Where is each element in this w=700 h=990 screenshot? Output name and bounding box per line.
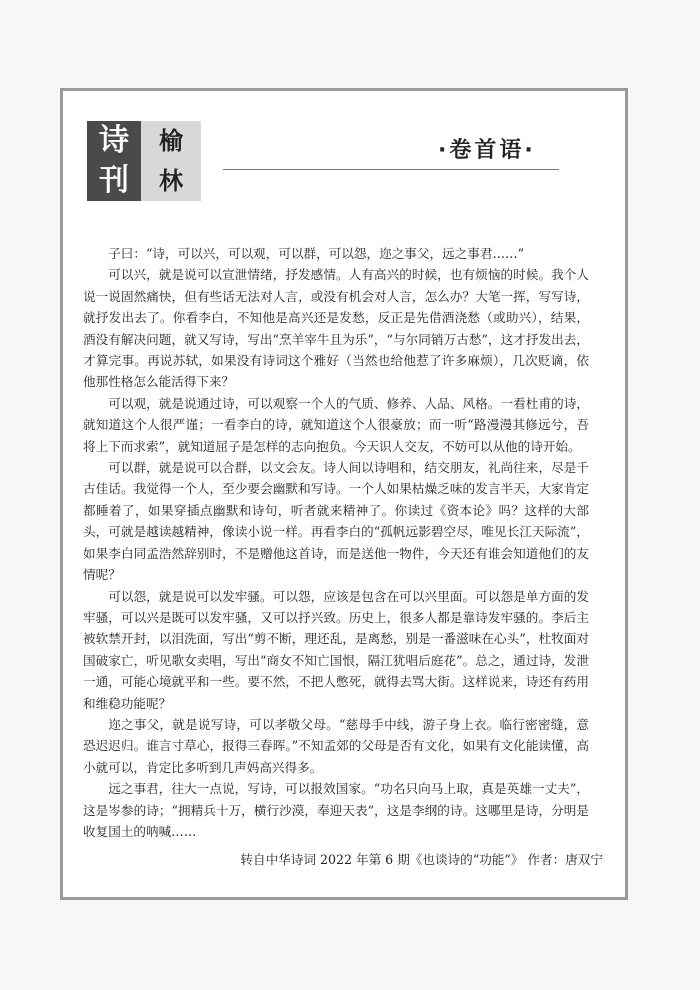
journal-logo-light (141, 121, 201, 201)
page-frame (60, 88, 628, 900)
logo-char-kan: 刊 (99, 163, 129, 198)
paragraph-qun: 可以群，就是说可以合群，以文会友。诗人间以诗唱和，结交朋友，礼尚往来，尽是千古佳话。我觉得一个人，至少要会幽默和写诗。一个人如果枯燥乏味的发言半天，大家肯定都睡着了，如果穿插点幽默和诗句，听者就来精神了。你读过《资本论》吗？这样的大部头，可就是越读越精神，像读小说一样。再看李白的“孤帆远影碧空尽，唯见长江天际流”，如果李白同孟浩然辞别时，不是赠他这首诗，而是送他一物件，今天还有谁会知道他们的友情呢？ (83, 460, 589, 583)
paragraph-guan: 可以观，就是说通过诗，可以观察一个人的气质、修养、人品、风格。一看杜甫的诗，就知道这个人很严谨；一看李白的诗，就知道这个人很豪放；而一听“路漫漫其修远兮，吾将上下而求索”，就知道屈子是怎样的志向抱负。今天识人交友，不妨可以从他的诗开始。 (83, 395, 589, 454)
paragraph-xing: 可以兴，就是说可以宣泄情绪，抒发感情。人有高兴的时候，也有烦恼的时候。我个人说一说固然痛快，但有些话无法对人言，或没有机会对人言，怎么办？大笔一挥，写写诗，就抒发出去了。你看李白，不知他是高兴还是发愁，反正是先借酒浇愁（或助兴），结果，酒没有解决问题，就又写诗，写出“烹羊宰牛且为乐”，“与尔同销万古愁”，这才抒发出去，才算完事。再说苏轼，如果没有诗词这个雅好（当然也给他惹了许多麻烦），几次贬谪，依他那性格怎么能活得下来？ (83, 267, 589, 390)
paragraph-yuan: 可以怨，就是说可以发牢骚。可以怨，应该是包含在可以兴里面。可以怨是单方面的发牢骚，可以兴是既可以发牢骚，又可以抒兴致。历史上，很多人都是靠诗发牢骚的。李后主被软禁开封，以泪洗面，写出“剪不断，理还乱，是离愁，别是一番滋味在心头”，杜牧面对国破家亡，听见歌女卖唱，写出“商女不知亡国恨，隔江犹唱后庭花”。总之，通过诗，发泄一通，可能心境就平和一些。要不然，不把人憋死，就得去骂大街。这样说来，诗还有药用和维稳功能呢？ (83, 588, 589, 711)
paragraph-shifu: 迩之事父，就是说写诗，可以孝敬父母。“慈母手中线，游子身上衣。临行密密缝，意恐迟迟归。谁言寸草心，报得三春晖。”不知孟郊的父母是否有文化，如果有文化能读懂，高小就可以，肯定比多听到几声妈高兴得多。 (83, 716, 589, 775)
article-body (83, 243, 589, 842)
journal-logo-dark (87, 121, 141, 201)
section-title: ·卷首语· (438, 138, 536, 163)
header-divider (223, 169, 559, 170)
paragraph-quote: 子曰：“诗，可以兴，可以观，可以群，可以怨，迩之事父，远之事君……” (108, 246, 525, 261)
logo-char-shi: 诗 (99, 123, 129, 158)
source-attribution: 转自中华诗词 2022 年第 6 期《也谈诗的“功能”》 作者：唐双宁 (240, 852, 603, 867)
paragraph-shijun: 远之事君，往大一点说，写诗，可以报效国家。“功名只向马上取，真是英雄一丈夫”，这是岑参的诗；“拥精兵十万，横行沙漠，奉迎天表”，这是李纲的诗。这哪里是诗，分明是收复国土的呐喊…… (83, 781, 589, 839)
logo-char-yu: 榆 (159, 126, 183, 155)
logo-char-lin: 林 (159, 166, 183, 195)
